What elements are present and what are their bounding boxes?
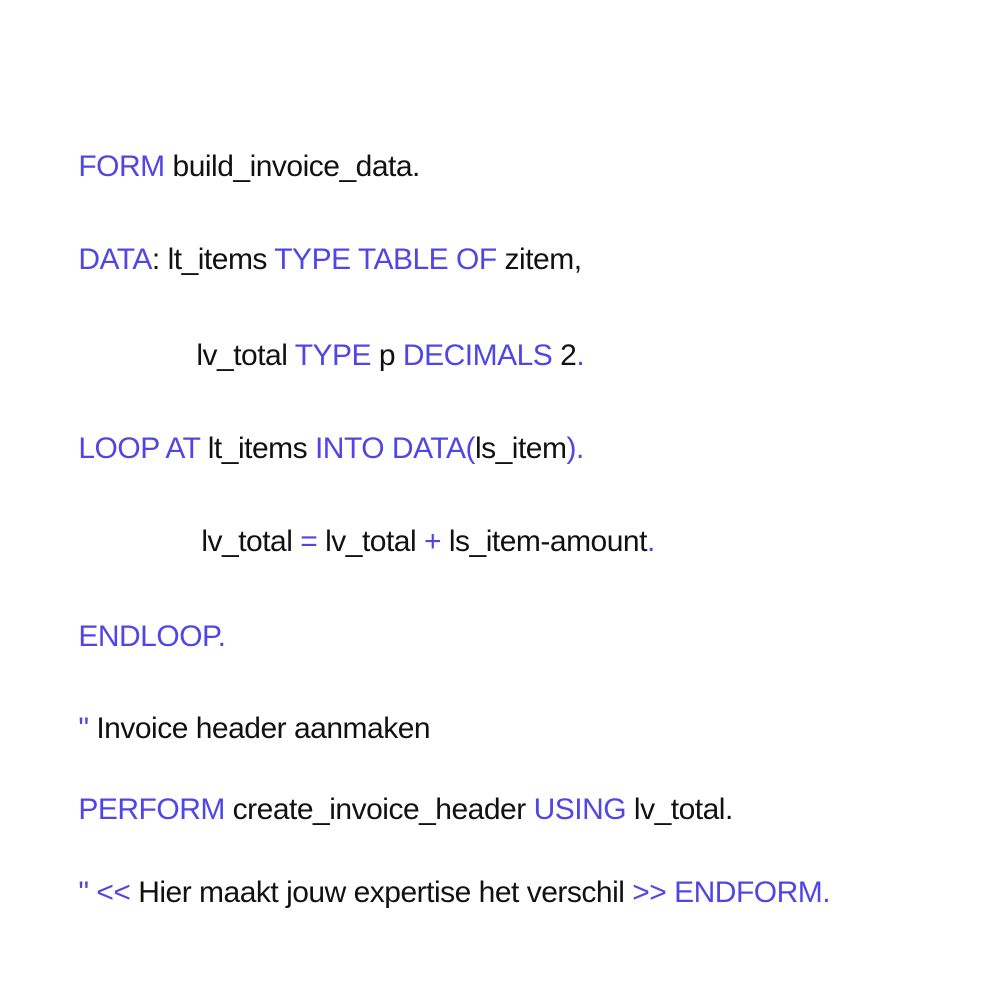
code-token: LOOP AT (78, 432, 200, 465)
code-line-endloop (47, 583, 226, 653)
code-token: lv_total (317, 525, 424, 558)
code-token: Hier maakt jouw expertise het verschil (130, 876, 633, 909)
code-token: DECIMALS (402, 339, 553, 372)
code-token: lv_total (196, 339, 295, 372)
code-token: Invoice header aanmaken (88, 712, 431, 745)
code-token: PERFORM (78, 793, 225, 826)
code-token: lv_total (201, 525, 301, 558)
code-token: ENDLOOP. (78, 620, 226, 653)
code-line-lv-total-decl (165, 302, 585, 372)
code-token: TYPE TABLE OF (274, 243, 497, 276)
code-token: " << (78, 876, 131, 909)
code-line-comment-header (47, 675, 431, 745)
code-token: zitem, (496, 243, 582, 276)
code-token: USING (533, 793, 627, 826)
code-token: >> ENDFORM. (632, 876, 831, 909)
code-token: : lt_items (151, 243, 275, 276)
code-token: ). (566, 432, 584, 465)
code-token: ls_item-amount (441, 525, 647, 558)
code-token: INTO DATA( (314, 432, 475, 465)
code-line-sum (170, 488, 655, 558)
code-token: + (424, 525, 442, 558)
code-token: . (646, 525, 655, 558)
code-token: create_invoice_header (224, 793, 534, 826)
code-token: 2 (552, 339, 577, 372)
code-token: p (371, 339, 403, 372)
code-token: ls_item (474, 432, 567, 465)
code-token: DATA (78, 243, 152, 276)
code-token: lv_total. (626, 793, 733, 826)
code-line-form (47, 113, 420, 183)
code-token: TYPE (294, 339, 372, 372)
code-line-comment-endform (47, 839, 831, 909)
code-token: lt_items (199, 432, 315, 465)
code-line-perform (47, 756, 733, 826)
code-line-loop (47, 395, 584, 465)
code-token: FORM (78, 150, 165, 183)
code-line-data (47, 206, 582, 276)
code-token: . (576, 339, 585, 372)
code-token: build_invoice_data. (164, 150, 420, 183)
code-token: = (300, 525, 318, 558)
code-token: " (78, 712, 89, 745)
